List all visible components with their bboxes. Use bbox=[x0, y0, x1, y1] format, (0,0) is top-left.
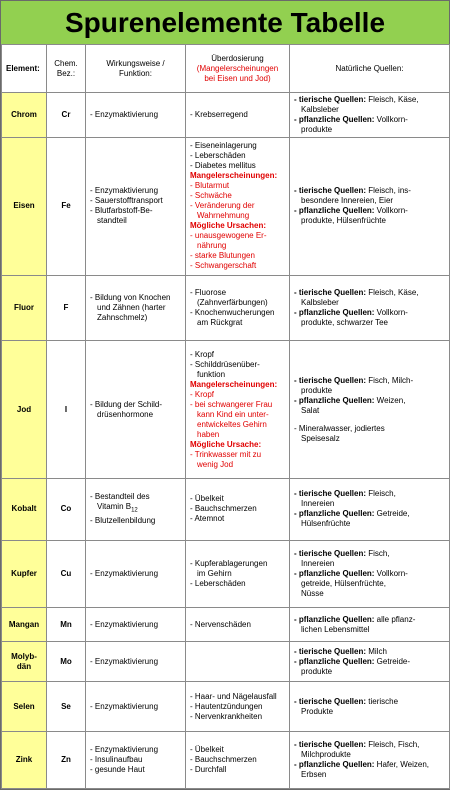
overdose-line: - Fluorose bbox=[190, 288, 227, 298]
source-text: alle pflanz- bbox=[374, 614, 416, 624]
function-cell bbox=[86, 341, 186, 479]
source-line bbox=[294, 386, 446, 396]
overdose-line: im Gehirn bbox=[197, 568, 232, 578]
element-name-cell bbox=[2, 608, 47, 642]
overdose-cell bbox=[186, 275, 290, 341]
source-line bbox=[294, 770, 446, 780]
source-text: Vollkorn- bbox=[374, 308, 408, 318]
causes-heading: Mögliche Ursachen: bbox=[190, 221, 267, 231]
function-cell bbox=[86, 732, 186, 789]
causes-line: wenig Jod bbox=[197, 459, 234, 469]
table-row bbox=[2, 275, 450, 341]
source-line bbox=[294, 298, 446, 308]
function-line: und Zähnen (harter bbox=[97, 303, 166, 313]
function-line: - Blutfarbstoff-Be- bbox=[90, 206, 153, 216]
source-text: Fleisch, Käse, bbox=[366, 95, 419, 105]
source-extra-line: Speisesalz bbox=[301, 433, 340, 443]
element-symbol: I bbox=[47, 341, 86, 479]
function-line: - Bestandteil des bbox=[90, 492, 150, 502]
source-line bbox=[294, 579, 446, 589]
source-line bbox=[294, 489, 446, 499]
trace-elements-table bbox=[1, 44, 450, 789]
source-line bbox=[294, 288, 446, 298]
source-text: Fisch, Milch- bbox=[366, 375, 414, 385]
overdose-line: - Hautentzündungen bbox=[190, 701, 263, 711]
source-label: - tierische Quellen: bbox=[294, 696, 367, 706]
source-text: Getreide- bbox=[374, 656, 411, 666]
source-line bbox=[294, 740, 446, 750]
source-line bbox=[294, 406, 446, 416]
element-symbol: Mn bbox=[47, 608, 86, 642]
element-name: Selen bbox=[13, 701, 35, 711]
function-line: - Bildung von Knochen bbox=[90, 293, 171, 303]
element-name-cell bbox=[2, 138, 47, 276]
header-element: Element: bbox=[2, 45, 47, 93]
sources-cell bbox=[290, 275, 450, 341]
element-symbol: Cu bbox=[47, 540, 86, 608]
overdose-line: - Diabetes mellitus bbox=[190, 161, 256, 171]
source-label: - tierische Quellen: bbox=[294, 375, 367, 385]
function-line: - Enzymaktivierung bbox=[90, 701, 159, 711]
source-label: - tierische Quellen: bbox=[294, 288, 367, 298]
overdose-cell bbox=[186, 642, 290, 682]
function-line: - Sauerstofftransport bbox=[90, 196, 163, 206]
overdose-line: - Kupferablagerungen bbox=[190, 558, 268, 568]
sources-cell bbox=[290, 478, 450, 540]
source-label: - tierische Quellen: bbox=[294, 646, 367, 656]
overdose-line: - Krebserregend bbox=[190, 110, 248, 120]
source-line bbox=[294, 549, 446, 559]
overdose-line: - Knochenwucherungen bbox=[190, 308, 275, 318]
source-line bbox=[294, 647, 446, 657]
element-symbol: Cr bbox=[47, 93, 86, 138]
function-cell bbox=[86, 608, 186, 642]
source-text: Innereien bbox=[301, 499, 335, 509]
overdose-line: - Nervenkrankheiten bbox=[190, 711, 263, 721]
element-name: Kupfer bbox=[11, 568, 37, 578]
source-extra-line: - Mineralwasser, jodiertes bbox=[294, 423, 385, 433]
table-row bbox=[2, 608, 450, 642]
sources-cell bbox=[290, 682, 450, 732]
source-text: Fleisch, bbox=[366, 489, 396, 499]
source-text: Nüsse bbox=[301, 588, 324, 598]
deficiency-line: haben bbox=[197, 429, 220, 439]
causes-heading: Mögliche Ursache: bbox=[190, 439, 262, 449]
source-line bbox=[294, 95, 446, 105]
source-label: - tierische Quellen: bbox=[294, 548, 367, 558]
overdose-line: am Rückgrat bbox=[197, 318, 243, 328]
deficiency-line: kann Kind ein unter- bbox=[197, 409, 269, 419]
function-cell bbox=[86, 478, 186, 540]
function-cell bbox=[86, 275, 186, 341]
source-text: Vollkorn- bbox=[374, 115, 408, 125]
source-text: produkte, Hülsenfrüchte bbox=[301, 216, 386, 226]
source-line bbox=[294, 105, 446, 115]
source-text: Kalbsleber bbox=[301, 298, 339, 308]
source-line bbox=[294, 206, 446, 216]
function-line: Zahnschmelz) bbox=[97, 313, 148, 323]
source-text: Milch bbox=[366, 646, 387, 656]
header-symbol: Chem. Bez.: bbox=[47, 45, 86, 93]
table-row bbox=[2, 540, 450, 608]
source-line bbox=[294, 376, 446, 386]
function-line: - Enzymaktivierung bbox=[90, 656, 159, 666]
element-name: Eisen bbox=[13, 201, 35, 211]
element-name-cell bbox=[2, 478, 47, 540]
overdose-cell bbox=[186, 608, 290, 642]
source-line bbox=[294, 186, 446, 196]
element-name-cell bbox=[2, 275, 47, 341]
deficiency-line: entwickeltes Gehirn bbox=[197, 419, 267, 429]
sources-cell bbox=[290, 608, 450, 642]
deficiency-line: - Veränderung der bbox=[190, 201, 255, 211]
source-line bbox=[294, 499, 446, 509]
overdose-cell bbox=[186, 732, 290, 789]
source-label: - tierische Quellen: bbox=[294, 489, 367, 499]
overdose-cell bbox=[186, 341, 290, 479]
source-text: Fleisch, Fisch, bbox=[366, 740, 420, 750]
overdose-line: (Zahnverfärbungen) bbox=[197, 298, 268, 308]
header-sources: Natürliche Quellen: bbox=[290, 45, 450, 93]
function-line: - gesunde Haut bbox=[90, 765, 145, 775]
element-name-cell bbox=[2, 540, 47, 608]
source-text: besondere Innereien, Eier bbox=[301, 196, 394, 206]
function-line: - Enzymaktivierung bbox=[90, 619, 159, 629]
overdose-line: - Bauchschmerzen bbox=[190, 504, 257, 514]
sources-cell bbox=[290, 642, 450, 682]
element-name: Kobalt bbox=[11, 504, 37, 514]
source-line bbox=[294, 625, 446, 635]
overdose-cell bbox=[186, 682, 290, 732]
table-row bbox=[2, 138, 450, 276]
page-title: Spurenelemente Tabelle bbox=[1, 1, 449, 44]
source-text: Innereien bbox=[301, 558, 335, 568]
source-label: - pflanzliche Quellen: bbox=[294, 614, 375, 624]
element-name-cell bbox=[2, 682, 47, 732]
source-label: - pflanzliche Quellen: bbox=[294, 206, 375, 216]
overdose-line: - Leberschäden bbox=[190, 151, 246, 161]
overdose-line: - Durchfall bbox=[190, 765, 227, 775]
causes-line: - Schwangerschaft bbox=[190, 261, 257, 271]
overdose-line: - Atemnot bbox=[190, 514, 225, 524]
source-line bbox=[294, 509, 446, 519]
spacer bbox=[294, 416, 446, 424]
function-cell bbox=[86, 540, 186, 608]
source-line bbox=[294, 589, 446, 599]
function-cell bbox=[86, 138, 186, 276]
element-symbol: Co bbox=[47, 478, 86, 540]
table-row bbox=[2, 341, 450, 479]
deficiency-line: - Blutarmut bbox=[190, 181, 230, 191]
element-name: Fluor bbox=[14, 303, 34, 313]
element-name: Chrom bbox=[11, 110, 37, 120]
overdose-cell bbox=[186, 93, 290, 138]
source-text: produkte bbox=[301, 385, 333, 395]
element-name: dän bbox=[16, 661, 32, 671]
source-text: tierische bbox=[366, 696, 399, 706]
element-name: Zink bbox=[15, 755, 33, 765]
table-row bbox=[2, 93, 450, 138]
function-line: - Bildung der Schild- bbox=[90, 399, 163, 409]
source-text: getreide, Hülsenfrüchte, bbox=[301, 578, 386, 588]
function-line: - Enzymaktivierung bbox=[90, 186, 159, 196]
causes-line: nährung bbox=[197, 241, 227, 251]
overdose-line: - Schilddrüsenüber- bbox=[190, 359, 260, 369]
source-text: Milchprodukte bbox=[301, 750, 351, 760]
source-text: Vollkorn- bbox=[374, 206, 408, 216]
source-text: Weizen, bbox=[374, 395, 406, 405]
overdose-line: - Bauchschmerzen bbox=[190, 755, 257, 765]
element-name: Mangan bbox=[8, 619, 40, 629]
function-line: standteil bbox=[97, 216, 127, 226]
source-line bbox=[294, 519, 446, 529]
header-row bbox=[2, 45, 450, 93]
element-symbol: Fe bbox=[47, 138, 86, 276]
source-line bbox=[294, 750, 446, 760]
element-name: Molyb- bbox=[11, 651, 37, 661]
header-overdose: Überdosierung (Mangelerscheinungen bei Eisen und Jod) bbox=[186, 45, 290, 93]
source-text: Erbsen bbox=[301, 770, 327, 780]
source-line bbox=[294, 760, 446, 770]
element-name-cell bbox=[2, 732, 47, 789]
source-line bbox=[294, 569, 446, 579]
source-text: produkte bbox=[301, 125, 333, 135]
overdose-line: - Haar- und Nägelausfall bbox=[190, 691, 277, 701]
source-label: - pflanzliche Quellen: bbox=[294, 509, 375, 519]
table-row bbox=[2, 682, 450, 732]
deficiency-heading: Mangelerscheinungen: bbox=[190, 171, 278, 181]
element-name-cell bbox=[2, 93, 47, 138]
element-name-cell bbox=[2, 341, 47, 479]
source-text: Vollkorn- bbox=[374, 568, 408, 578]
function-line: - Enzymaktivierung bbox=[90, 110, 159, 120]
deficiency-line: - Kropf bbox=[190, 389, 215, 399]
source-text: Fleisch, Käse, bbox=[366, 288, 419, 298]
source-text: produkte bbox=[301, 666, 333, 676]
overdose-cell bbox=[186, 478, 290, 540]
source-line bbox=[294, 216, 446, 226]
element-symbol: Se bbox=[47, 682, 86, 732]
sources-cell bbox=[290, 341, 450, 479]
causes-line: - unausgewogene Er- bbox=[190, 231, 267, 241]
source-line bbox=[294, 196, 446, 206]
function-line: - Insulinaufbau bbox=[90, 755, 143, 765]
function-cell bbox=[86, 682, 186, 732]
source-text: Hafer, Weizen, bbox=[374, 760, 429, 770]
source-label: - tierische Quellen: bbox=[294, 740, 367, 750]
overdose-line: - Leberschäden bbox=[190, 578, 246, 588]
table-row bbox=[2, 642, 450, 682]
source-line bbox=[294, 396, 446, 406]
element-symbol: Zn bbox=[47, 732, 86, 789]
source-line bbox=[294, 318, 446, 328]
overdose-line: - Übelkeit bbox=[190, 745, 224, 755]
source-text: Fisch, bbox=[366, 548, 390, 558]
source-text: Fleisch, ins- bbox=[366, 186, 411, 196]
function-line: drüsenhormone bbox=[97, 409, 154, 419]
causes-line: - starke Blutungen bbox=[190, 251, 255, 261]
source-line bbox=[294, 657, 446, 667]
header-function: Wirkungsweise / Funktion: bbox=[86, 45, 186, 93]
source-label: - pflanzliche Quellen: bbox=[294, 760, 375, 770]
function-cell bbox=[86, 93, 186, 138]
source-label: - pflanzliche Quellen: bbox=[294, 115, 375, 125]
sources-cell bbox=[290, 732, 450, 789]
source-line bbox=[294, 125, 446, 135]
function-line: Vitamin $B_{12}$ bbox=[97, 502, 138, 515]
source-label: - pflanzliche Quellen: bbox=[294, 656, 375, 666]
source-text: produkte, schwarzer Tee bbox=[301, 318, 389, 328]
deficiency-line: Wahrnehmung bbox=[197, 211, 250, 221]
table-row bbox=[2, 732, 450, 789]
element-symbol: Mo bbox=[47, 642, 86, 682]
source-label: - pflanzliche Quellen: bbox=[294, 568, 375, 578]
source-text: lichen Lebensmittel bbox=[301, 624, 370, 634]
source-label: - pflanzliche Quellen: bbox=[294, 395, 375, 405]
element-name: Jod bbox=[16, 404, 32, 414]
overdose-line: - Eiseneinlagerung bbox=[190, 141, 257, 151]
causes-line: - Trinkwasser mit zu bbox=[190, 449, 262, 459]
source-line bbox=[294, 308, 446, 318]
deficiency-line: - Schwäche bbox=[190, 191, 232, 201]
source-text: Kalbsleber bbox=[301, 105, 339, 115]
deficiency-heading: Mangelerscheinungen: bbox=[190, 379, 278, 389]
sources-cell bbox=[290, 93, 450, 138]
function-line: - Enzymaktivierung bbox=[90, 568, 159, 578]
source-text: Salat bbox=[301, 405, 320, 415]
sources-cell bbox=[290, 138, 450, 276]
overdose-line: - Kropf bbox=[190, 349, 215, 359]
source-line bbox=[294, 707, 446, 717]
overdose-cell bbox=[186, 138, 290, 276]
overdose-line: - Übelkeit bbox=[190, 494, 224, 504]
function-cell bbox=[86, 642, 186, 682]
sources-cell bbox=[290, 540, 450, 608]
source-label: - tierische Quellen: bbox=[294, 186, 367, 196]
source-line bbox=[294, 115, 446, 125]
source-line bbox=[294, 559, 446, 569]
overdose-cell bbox=[186, 540, 290, 608]
table-row bbox=[2, 478, 450, 540]
source-text: Hülsenfrüchte bbox=[301, 519, 351, 529]
overdose-line: - Nervenschäden bbox=[190, 619, 251, 629]
function-line: - Blutzellenbildung bbox=[90, 516, 156, 526]
deficiency-line: - bei schwangerer Frau bbox=[190, 399, 273, 409]
element-symbol: F bbox=[47, 275, 86, 341]
source-line bbox=[294, 697, 446, 707]
element-name-cell bbox=[2, 642, 47, 682]
source-label: - tierische Quellen: bbox=[294, 95, 367, 105]
function-line: - Enzymaktivierung bbox=[90, 745, 159, 755]
source-text: Produkte bbox=[301, 706, 334, 716]
source-text: Getreide, bbox=[374, 509, 410, 519]
source-label: - pflanzliche Quellen: bbox=[294, 308, 375, 318]
overdose-line: funktion bbox=[197, 369, 226, 379]
source-line bbox=[294, 667, 446, 677]
source-line bbox=[294, 615, 446, 625]
